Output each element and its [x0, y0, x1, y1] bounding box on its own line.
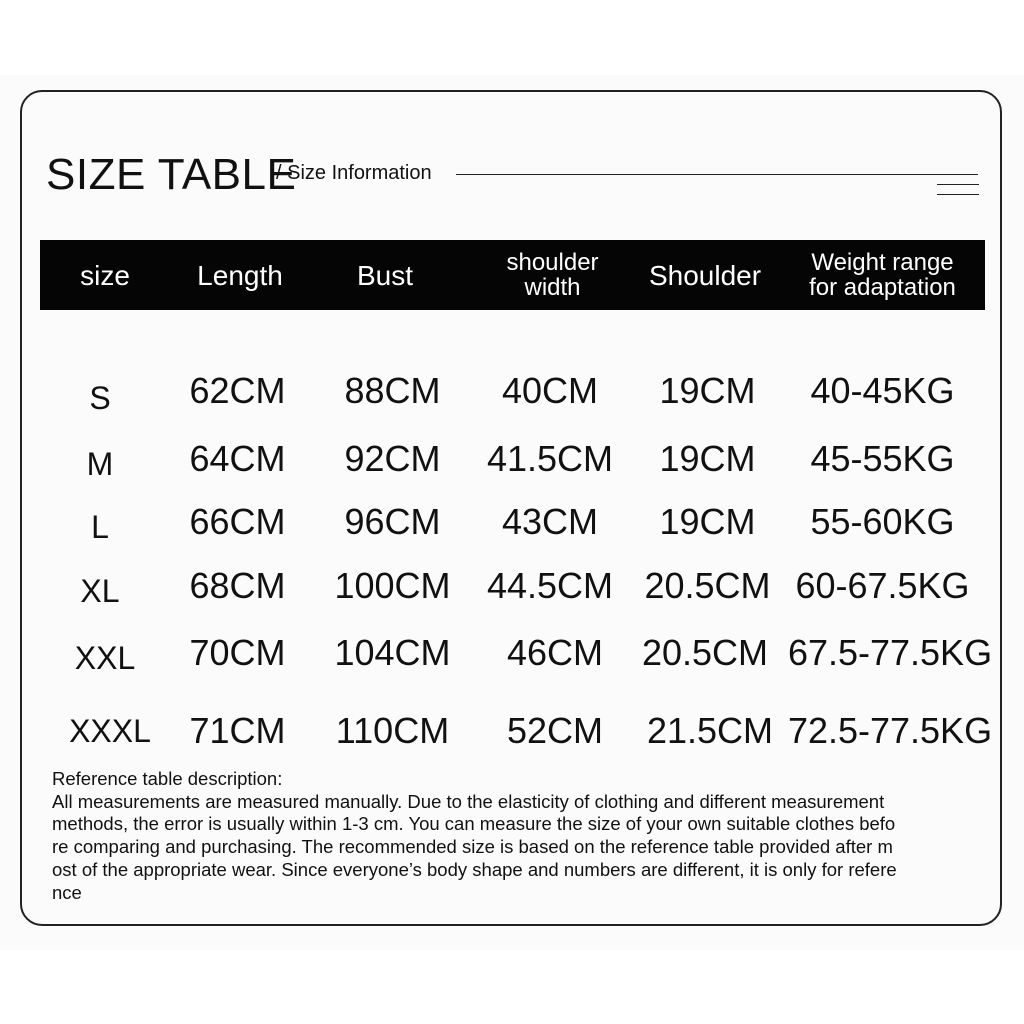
- table-header: [40, 240, 985, 310]
- cell-weight: 67.5-77.5KG: [787, 632, 993, 673]
- cell-bust: 100CM: [334, 565, 451, 606]
- cell-shoulder: 20.5CM: [644, 565, 771, 606]
- header-weight-range: Weight range for adaptation: [809, 249, 956, 301]
- cell-shoulder: 19CM: [659, 438, 756, 479]
- table-row: [40, 497, 985, 547]
- cell-size: XXXL: [69, 712, 151, 749]
- cell-size: XL: [80, 572, 120, 609]
- cell-shoulder: 19CM: [659, 501, 756, 542]
- cell-weight: 72.5-77.5KG: [787, 710, 993, 751]
- cell-shoulder-width: 46CM: [506, 632, 604, 673]
- notes-line: ost of the appropriate wear. Since everyone’s body shape and numbers are different, it is only for refere: [52, 858, 897, 880]
- cell-length: 62CM: [189, 370, 286, 411]
- notes-line: All measurements are measured manually. Due to the elasticity of clothing and different measurement: [52, 790, 885, 812]
- notes-line: nce: [52, 881, 82, 903]
- notes-line: re comparing and purchasing. The recommended size is based on the reference table provided after m: [52, 836, 893, 858]
- notes-line: methods, the error is usually within 1-3 cm. You can measure the size of your own suitable clothes befo: [52, 813, 896, 835]
- header-size: size: [80, 259, 130, 291]
- cell-weight: 55-60KG: [810, 501, 955, 542]
- table-row: [40, 706, 993, 756]
- cell-length: 64CM: [189, 438, 286, 479]
- cell-bust: 88CM: [344, 370, 441, 411]
- cell-shoulder: 20.5CM: [641, 632, 769, 673]
- table-row: [40, 561, 985, 611]
- cell-shoulder-width: 52CM: [506, 710, 604, 751]
- cell-bust: 104CM: [334, 632, 451, 673]
- cell-weight: 45-55KG: [810, 438, 955, 479]
- page-title: SIZE TABLE: [46, 150, 297, 199]
- reference-notes: [52, 768, 992, 904]
- cell-shoulder-width: 40CM: [501, 370, 599, 411]
- cell-bust: 110CM: [335, 710, 450, 751]
- menu-lines-icon: [937, 184, 979, 196]
- cell-size: S: [89, 379, 111, 416]
- cell-shoulder-width: 43CM: [501, 501, 599, 542]
- cell-weight: 40-45KG: [810, 370, 955, 411]
- cell-shoulder: 19CM: [659, 370, 756, 411]
- header-length: Length: [197, 259, 283, 291]
- cell-bust: 96CM: [344, 501, 441, 542]
- cell-length: 68CM: [189, 565, 286, 606]
- title-divider: [456, 174, 978, 175]
- cell-shoulder-width: 41.5CM: [486, 438, 614, 479]
- table-row: [40, 434, 985, 484]
- cell-shoulder: 21.5CM: [646, 710, 774, 751]
- header-bust: Bust: [356, 259, 414, 291]
- cell-size: XXL: [74, 639, 136, 676]
- notes-heading: Reference table description:: [52, 768, 283, 789]
- table-row: [40, 366, 985, 416]
- cell-shoulder-width: 44.5CM: [486, 565, 614, 606]
- cell-length: 66CM: [189, 501, 286, 542]
- table-row: [40, 628, 993, 678]
- cell-bust: 92CM: [344, 438, 441, 479]
- cell-size: M: [86, 445, 114, 482]
- cell-size: L: [91, 508, 109, 545]
- page-subtitle: / Size Information: [276, 162, 432, 184]
- cell-weight: 60-67.5KG: [795, 565, 970, 606]
- header-shoulder-width: shoulder width: [506, 249, 599, 301]
- header-shoulder: Shoulder: [648, 259, 762, 291]
- cell-length: 71CM: [189, 710, 286, 751]
- cell-length: 70CM: [189, 632, 286, 673]
